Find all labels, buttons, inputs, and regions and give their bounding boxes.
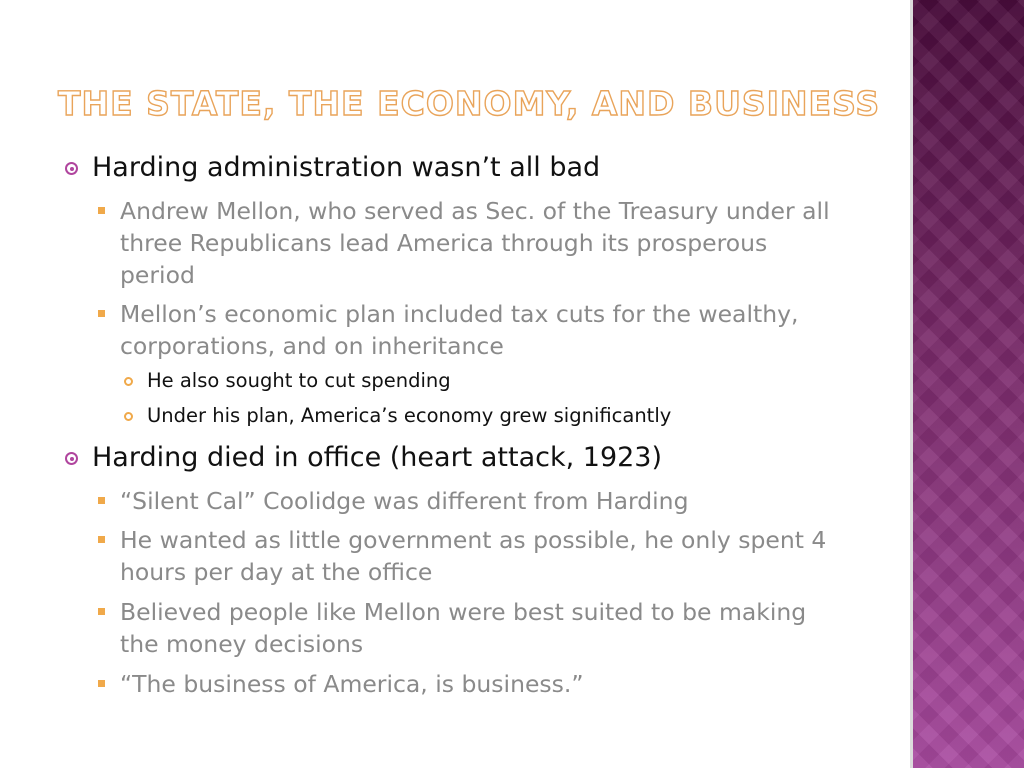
square-bullet-icon [98,680,105,687]
sub-bullet-item [95,298,835,362]
square-bullet-icon [98,608,105,615]
sub-bullet-text: Believed people like Mellon were best suited to be making the money decisions [120,598,807,658]
square-bullet-icon [98,207,105,214]
square-bullet-icon [98,310,105,317]
sub-bullet-item [95,668,835,700]
sub-bullet-text: He wanted as little government as possible, he only spent 4 hours per day at the office [120,526,827,586]
sub-bullet-item [95,596,835,660]
sub-bullet-item [95,485,835,517]
sub-bullet-item [95,195,835,291]
circle-dot-bullet-icon [65,162,78,175]
circle-dot-bullet-icon [65,452,78,465]
sub-sub-bullet-text: He also sought to cut spending [147,369,451,392]
ring-bullet-icon [124,412,133,421]
square-bullet-icon [98,536,105,543]
sub-bullet-text: “Silent Cal” Coolidge was different from Harding [120,487,689,515]
slide-title: THE STATE, THE ECONOMY, AND BUSINESS [58,84,881,123]
bullet-text: Harding died in office (heart attack, 1923) [92,442,663,473]
decorative-sidebar [913,0,1024,768]
bullet-text: Harding administration wasn’t all bad [92,152,601,183]
sub-bullet-item [95,524,835,588]
sub-bullet-text: “The business of America, is business.” [120,670,584,698]
ring-bullet-icon [124,377,133,386]
square-bullet-icon [98,497,105,504]
sub-bullet-text: Mellon’s economic plan included tax cuts for the wealthy, corporations, and on inheritance [120,300,799,360]
sub-sub-bullet-text: Under his plan, America’s economy grew significantly [147,404,672,427]
sub-bullet-text: Andrew Mellon, who served as Sec. of the Treasury under all three Republicans lead America through its prosperous period [120,197,830,289]
